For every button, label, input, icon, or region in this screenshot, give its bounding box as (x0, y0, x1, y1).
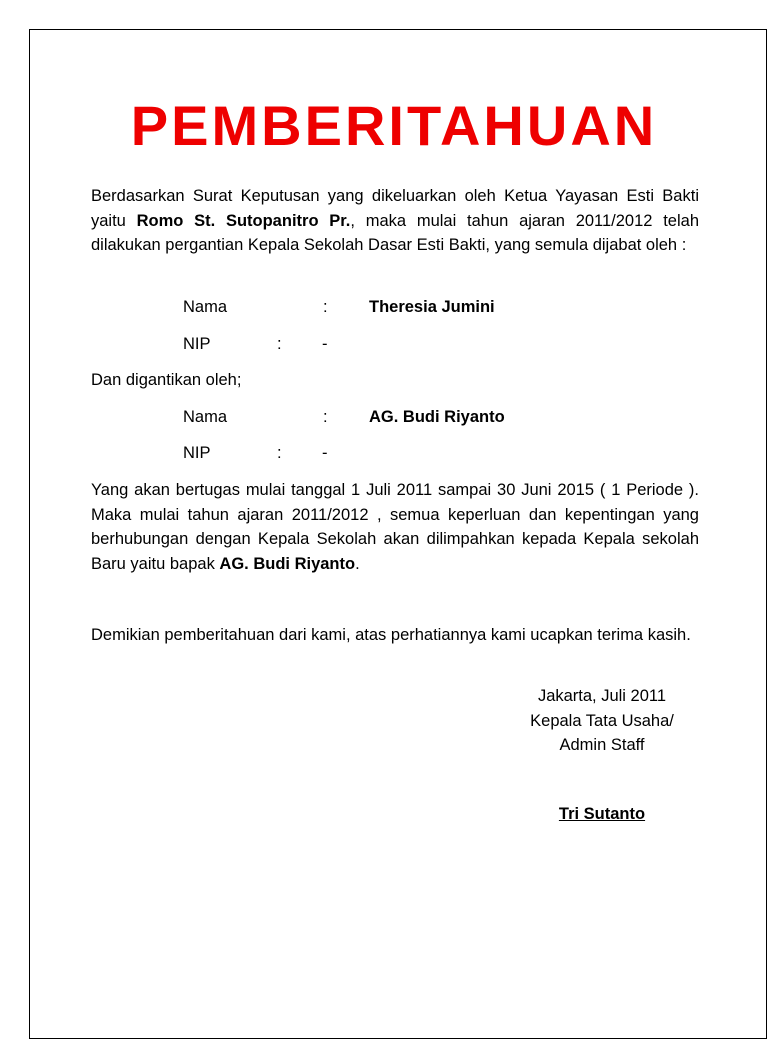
signature-place-date: Jakarta, Juli 2011 (537, 687, 667, 705)
successor-nip-label: NIP (183, 444, 211, 462)
document-title: PEMBERITAHUAN (130, 94, 658, 157)
duty-paragraph (91, 478, 699, 577)
successor-nip-row (0, 442, 768, 464)
signer-name: Tri Sutanto (558, 805, 646, 823)
successor-nama-colon: : (323, 408, 328, 426)
successor-nama-row (0, 406, 768, 428)
previous-nama-colon: : (323, 298, 328, 316)
duty-text: Yang akan bertugas mulai tanggal 1 Juli 2011 sampai 30 Juni 2015 ( 1 Periode ). Maka mulai tahun ajaran 2011/2012 , semua keperluan dan kepentingan yang berhubungan dengan Kepala Sekolah akan dilimpahkan kepada Kepala sekolah Baru yaitu bapak (91, 481, 699, 574)
signature-position-line2: Admin Staff (559, 736, 645, 754)
replaced-by-line: Dan digantikan oleh; (91, 371, 242, 389)
intro-issuer-name: Romo St. Sutopanitro Pr. (136, 211, 351, 230)
previous-nama-row (0, 296, 768, 318)
previous-nama-value: Theresia Jumini (369, 298, 495, 316)
previous-nip-value: - (322, 335, 328, 353)
previous-nip-colon: : (277, 335, 282, 353)
previous-nip-row (0, 333, 768, 355)
duty-successor-name: AG. Budi Riyanto (219, 555, 356, 574)
signature-position-line1: Kepala Tata Usaha/ (530, 712, 674, 730)
duty-end: . (355, 555, 360, 574)
successor-nip-value: - (322, 444, 328, 462)
intro-paragraph (91, 184, 699, 258)
closing-paragraph: Demikian pemberitahuan dari kami, atas perhatiannya kami ucapkan terima kasih. (91, 626, 691, 644)
successor-nip-colon: : (277, 444, 282, 462)
successor-nama-value: AG. Budi Riyanto (369, 408, 505, 426)
previous-nip-label: NIP (183, 335, 211, 353)
intro-text-after: , maka mulai tahun ajaran 2011/2012 telah dilakukan pergantian Kepala Sekolah Dasar Esti Bakti, yang semula dijabat oleh : (91, 211, 699, 255)
previous-nama-label: Nama (183, 298, 228, 316)
successor-nama-label: Nama (183, 408, 228, 426)
intro-text-before: Berdasarkan Surat Keputusan yang dikeluarkan oleh Ketua Yayasan Esti Bakti yaitu (91, 187, 699, 230)
